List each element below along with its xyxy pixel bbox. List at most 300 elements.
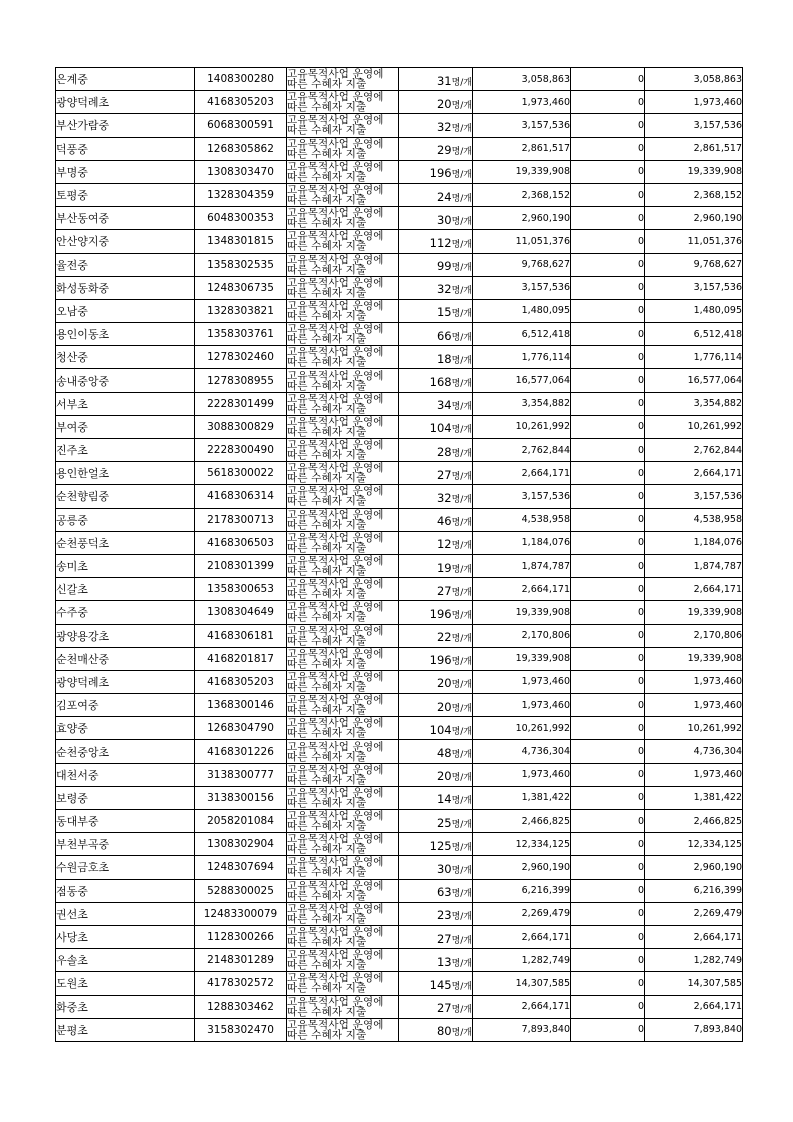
zero-amount-cell: 0: [571, 415, 645, 438]
quantity-value: 27: [436, 931, 452, 946]
total-amount-cell: 2,170,806: [645, 624, 743, 647]
zero-amount-cell: 0: [571, 160, 645, 183]
quantity-cell: [399, 531, 473, 554]
zero-amount-cell: 0: [571, 439, 645, 462]
amount-cell: 2,368,152: [473, 183, 571, 206]
total-amount-cell: 4,736,304: [645, 740, 743, 763]
quantity-unit: 명/개: [451, 286, 472, 297]
description-cell: [287, 323, 399, 346]
school-name-cell: 권선초: [56, 902, 195, 925]
description-line-1: 고유목적사업 운영에: [287, 995, 384, 1008]
quantity-cell: [399, 879, 473, 902]
table-row: [56, 1018, 743, 1041]
table-row: [56, 531, 743, 554]
description-cell: [287, 879, 399, 902]
total-amount-cell: 9,768,627: [645, 253, 743, 276]
zero-amount-cell: 0: [571, 114, 645, 137]
table-row: [56, 114, 743, 137]
school-name-cell: 동대부중: [56, 810, 195, 833]
amount-cell: 2,664,171: [473, 995, 571, 1018]
quantity-value: 24: [436, 189, 452, 204]
table-row: [56, 253, 743, 276]
quantity-value: 25: [436, 815, 452, 830]
description-cell: [287, 346, 399, 369]
quantity-unit: 명/개: [451, 726, 472, 737]
zero-amount-cell: 0: [571, 995, 645, 1018]
total-amount-cell: 3,058,863: [645, 68, 743, 91]
registration-number-cell: 6048300353: [195, 207, 287, 230]
school-name-cell: 부산가람중: [56, 114, 195, 137]
total-amount-cell: 1,776,114: [645, 346, 743, 369]
total-amount-cell: 11,051,376: [645, 230, 743, 253]
registration-number-cell: 1358302535: [195, 253, 287, 276]
registration-number-cell: 12483300079: [195, 902, 287, 925]
description-line-1: 고유목적사업 운영에: [287, 253, 384, 266]
description-line-1: 고유목적사업 운영에: [287, 462, 384, 475]
table-row: [56, 392, 743, 415]
school-name-cell: 우솔초: [56, 949, 195, 972]
description-line-2: 따른 수혜자 지출: [287, 449, 367, 462]
description-cell: [287, 694, 399, 717]
table-row: [56, 68, 743, 91]
description-line-1: 고유목적사업 운영에: [287, 810, 384, 823]
zero-amount-cell: 0: [571, 601, 645, 624]
school-name-cell: 순천중앙초: [56, 740, 195, 763]
quantity-value: 23: [436, 908, 452, 923]
quantity-value: 32: [436, 119, 452, 134]
description-line-2: 따른 수혜자 지출: [287, 425, 367, 438]
quantity-value: 112: [429, 235, 452, 250]
quantity-unit: 명/개: [451, 773, 472, 784]
registration-number-cell: 1308304649: [195, 601, 287, 624]
quantity-cell: [399, 369, 473, 392]
quantity-unit: 명/개: [451, 564, 472, 575]
description-cell: [287, 183, 399, 206]
table-row: [56, 554, 743, 577]
amount-cell: 1,973,460: [473, 670, 571, 693]
total-amount-cell: 1,973,460: [645, 694, 743, 717]
quantity-value: 63: [436, 885, 452, 900]
amount-cell: 1,973,460: [473, 91, 571, 114]
zero-amount-cell: 0: [571, 578, 645, 601]
amount-cell: 4,538,958: [473, 508, 571, 531]
zero-amount-cell: 0: [571, 392, 645, 415]
quantity-cell: [399, 230, 473, 253]
description-line-1: 고유목적사업 운영에: [287, 694, 384, 707]
quantity-unit: 명/개: [451, 239, 472, 250]
quantity-value: 34: [436, 398, 452, 413]
description-line-1: 고유목적사업 운영에: [287, 949, 384, 962]
table-row: [56, 323, 743, 346]
description-line-1: 고유목적사업 운영에: [287, 114, 384, 127]
description-cell: [287, 369, 399, 392]
total-amount-cell: 19,339,908: [645, 601, 743, 624]
registration-number-cell: 4168301226: [195, 740, 287, 763]
zero-amount-cell: 0: [571, 763, 645, 786]
total-amount-cell: 2,664,171: [645, 462, 743, 485]
quantity-cell: [399, 740, 473, 763]
quantity-cell: [399, 183, 473, 206]
description-line-2: 따른 수혜자 지출: [287, 124, 367, 137]
quantity-cell: [399, 276, 473, 299]
amount-cell: 1,973,460: [473, 694, 571, 717]
zero-amount-cell: 0: [571, 554, 645, 577]
amount-cell: 3,058,863: [473, 68, 571, 91]
zero-amount-cell: 0: [571, 369, 645, 392]
description-line-2: 따른 수혜자 지출: [287, 820, 367, 833]
amount-cell: 1,480,095: [473, 299, 571, 322]
table-row: [56, 902, 743, 925]
quantity-cell: [399, 578, 473, 601]
description-line-1: 고유목적사업 운영에: [287, 508, 384, 521]
quantity-cell: [399, 856, 473, 879]
zero-amount-cell: 0: [571, 531, 645, 554]
zero-amount-cell: 0: [571, 972, 645, 995]
quantity-unit: 명/개: [451, 750, 472, 761]
quantity-unit: 명/개: [451, 100, 472, 111]
school-name-cell: 용인한얼초: [56, 462, 195, 485]
description-line-1: 고유목적사업 운영에: [287, 137, 384, 150]
quantity-unit: 명/개: [451, 263, 472, 274]
registration-number-cell: 4168306314: [195, 485, 287, 508]
school-name-cell: 부산동여중: [56, 207, 195, 230]
quantity-cell: [399, 972, 473, 995]
description-cell: [287, 810, 399, 833]
description-line-2: 따른 수혜자 지출: [287, 611, 367, 624]
description-line-1: 고유목적사업 운영에: [287, 879, 384, 892]
description-line-1: 고유목적사업 운영에: [287, 207, 384, 220]
quantity-value: 14: [436, 792, 452, 807]
table-row: [56, 346, 743, 369]
table-row: [56, 670, 743, 693]
registration-number-cell: 1408300280: [195, 68, 287, 91]
description-cell: [287, 439, 399, 462]
amount-cell: 2,960,190: [473, 207, 571, 230]
description-cell: [287, 485, 399, 508]
description-line-2: 따른 수혜자 지출: [287, 936, 367, 949]
registration-number-cell: 1288303462: [195, 995, 287, 1018]
amount-cell: 6,216,399: [473, 879, 571, 902]
school-name-cell: 순천향림중: [56, 485, 195, 508]
amount-cell: 2,762,844: [473, 439, 571, 462]
quantity-unit: 명/개: [451, 819, 472, 830]
quantity-cell: [399, 439, 473, 462]
amount-cell: 2,170,806: [473, 624, 571, 647]
table-row: [56, 183, 743, 206]
description-cell: [287, 276, 399, 299]
table-row: [56, 462, 743, 485]
quantity-unit: 명/개: [451, 634, 472, 645]
description-line-1: 고유목적사업 운영에: [287, 926, 384, 939]
amount-cell: 1,184,076: [473, 531, 571, 554]
quantity-value: 27: [436, 467, 452, 482]
registration-number-cell: 2108301399: [195, 554, 287, 577]
description-line-2: 따른 수혜자 지출: [287, 379, 367, 392]
quantity-unit: 명/개: [451, 935, 472, 946]
description-line-2: 따른 수혜자 지출: [287, 889, 367, 902]
quantity-value: 22: [436, 630, 452, 645]
school-name-cell: 율전중: [56, 253, 195, 276]
description-cell: [287, 68, 399, 91]
description-line-2: 따른 수혜자 지출: [287, 959, 367, 972]
total-amount-cell: 6,512,418: [645, 323, 743, 346]
quantity-cell: [399, 462, 473, 485]
total-amount-cell: 1,874,787: [645, 554, 743, 577]
total-amount-cell: 10,261,992: [645, 415, 743, 438]
table-row: [56, 740, 743, 763]
registration-number-cell: 1328304359: [195, 183, 287, 206]
school-name-cell: 화중초: [56, 995, 195, 1018]
amount-cell: 11,051,376: [473, 230, 571, 253]
quantity-cell: [399, 346, 473, 369]
amount-cell: 2,960,190: [473, 856, 571, 879]
description-line-1: 고유목적사업 운영에: [287, 670, 384, 683]
description-line-2: 따른 수혜자 지출: [287, 680, 367, 693]
quantity-cell: [399, 68, 473, 91]
amount-cell: 3,157,536: [473, 276, 571, 299]
school-name-cell: 공릉중: [56, 508, 195, 531]
table-row: [56, 925, 743, 948]
quantity-value: 20: [436, 699, 452, 714]
amount-cell: 2,664,171: [473, 578, 571, 601]
quantity-cell: [399, 763, 473, 786]
total-amount-cell: 1,381,422: [645, 786, 743, 809]
quantity-unit: 명/개: [451, 981, 472, 992]
quantity-cell: [399, 1018, 473, 1041]
total-amount-cell: 1,973,460: [645, 670, 743, 693]
total-amount-cell: 3,157,536: [645, 485, 743, 508]
description-cell: [287, 531, 399, 554]
school-name-cell: 도원초: [56, 972, 195, 995]
registration-number-cell: 2058201084: [195, 810, 287, 833]
quantity-cell: [399, 902, 473, 925]
total-amount-cell: 7,893,840: [645, 1018, 743, 1041]
total-amount-cell: 19,339,908: [645, 647, 743, 670]
beneficiary-expense-table: [55, 67, 743, 1042]
description-cell: [287, 925, 399, 948]
quantity-value: 20: [436, 676, 452, 691]
description-line-1: 고유목적사업 운영에: [287, 346, 384, 359]
description-cell: [287, 91, 399, 114]
description-line-1: 고유목적사업 운영에: [287, 485, 384, 498]
quantity-cell: [399, 694, 473, 717]
zero-amount-cell: 0: [571, 207, 645, 230]
table-row: [56, 299, 743, 322]
table-row: [56, 647, 743, 670]
description-line-1: 고유목적사업 운영에: [287, 68, 384, 81]
amount-cell: 14,307,585: [473, 972, 571, 995]
amount-cell: 1,282,749: [473, 949, 571, 972]
table-row: [56, 810, 743, 833]
quantity-cell: [399, 323, 473, 346]
description-line-2: 따른 수혜자 지출: [287, 657, 367, 670]
zero-amount-cell: 0: [571, 879, 645, 902]
registration-number-cell: 4178302572: [195, 972, 287, 995]
description-cell: [287, 578, 399, 601]
school-name-cell: 점동중: [56, 879, 195, 902]
quantity-cell: [399, 601, 473, 624]
registration-number-cell: 1328303821: [195, 299, 287, 322]
zero-amount-cell: 0: [571, 902, 645, 925]
description-cell: [287, 601, 399, 624]
quantity-unit: 명/개: [451, 193, 472, 204]
description-cell: [287, 717, 399, 740]
zero-amount-cell: 0: [571, 253, 645, 276]
description-line-2: 따른 수혜자 지출: [287, 286, 367, 299]
quantity-unit: 명/개: [451, 77, 472, 88]
description-line-1: 고유목적사업 운영에: [287, 786, 384, 799]
description-line-2: 따른 수혜자 지출: [287, 588, 367, 601]
school-name-cell: 오남중: [56, 299, 195, 322]
school-name-cell: 은계중: [56, 68, 195, 91]
registration-number-cell: 1278302460: [195, 346, 287, 369]
quantity-value: 18: [436, 351, 452, 366]
school-name-cell: 용인이동초: [56, 323, 195, 346]
school-name-cell: 대천서중: [56, 763, 195, 786]
quantity-cell: [399, 647, 473, 670]
quantity-unit: 명/개: [451, 123, 472, 134]
school-name-cell: 광양덕례초: [56, 670, 195, 693]
zero-amount-cell: 0: [571, 346, 645, 369]
table-row: [56, 995, 743, 1018]
registration-number-cell: 1128300266: [195, 925, 287, 948]
table-row: [56, 601, 743, 624]
description-cell: [287, 114, 399, 137]
total-amount-cell: 12,334,125: [645, 833, 743, 856]
description-cell: [287, 833, 399, 856]
description-line-1: 고유목적사업 운영에: [287, 555, 384, 568]
quantity-cell: [399, 253, 473, 276]
quantity-unit: 명/개: [451, 796, 472, 807]
registration-number-cell: 4168201817: [195, 647, 287, 670]
quantity-cell: [399, 137, 473, 160]
table-body: [56, 68, 743, 1042]
description-line-2: 따른 수혜자 지출: [287, 194, 367, 207]
description-line-2: 따른 수혜자 지출: [287, 217, 367, 230]
description-line-1: 고유목적사업 운영에: [287, 833, 384, 846]
quantity-unit: 명/개: [451, 958, 472, 969]
description-line-1: 고유목적사업 운영에: [287, 439, 384, 452]
description-line-1: 고유목적사업 운영에: [287, 740, 384, 753]
registration-number-cell: 5618300022: [195, 462, 287, 485]
quantity-value: 125: [429, 838, 452, 853]
zero-amount-cell: 0: [571, 786, 645, 809]
description-line-2: 따른 수혜자 지출: [287, 750, 367, 763]
amount-cell: 2,664,171: [473, 925, 571, 948]
registration-number-cell: 3138300777: [195, 763, 287, 786]
description-line-1: 고유목적사업 운영에: [287, 230, 384, 243]
total-amount-cell: 19,339,908: [645, 160, 743, 183]
quantity-unit: 명/개: [451, 309, 472, 320]
table-row: [56, 276, 743, 299]
amount-cell: 1,874,787: [473, 554, 571, 577]
zero-amount-cell: 0: [571, 925, 645, 948]
total-amount-cell: 2,960,190: [645, 207, 743, 230]
table-row: [56, 207, 743, 230]
quantity-unit: 명/개: [451, 541, 472, 552]
quantity-cell: [399, 833, 473, 856]
description-line-2: 따른 수혜자 지출: [287, 843, 367, 856]
description-line-2: 따른 수혜자 지출: [287, 495, 367, 508]
zero-amount-cell: 0: [571, 949, 645, 972]
quantity-value: 145: [429, 977, 452, 992]
description-line-1: 고유목적사업 운영에: [287, 1018, 384, 1031]
quantity-value: 13: [436, 954, 452, 969]
zero-amount-cell: 0: [571, 717, 645, 740]
description-cell: [287, 763, 399, 786]
quantity-value: 196: [429, 166, 452, 181]
total-amount-cell: 1,480,095: [645, 299, 743, 322]
school-name-cell: 효양중: [56, 717, 195, 740]
quantity-value: 80: [436, 1024, 452, 1039]
description-line-2: 따른 수혜자 지출: [287, 704, 367, 717]
quantity-cell: [399, 717, 473, 740]
quantity-cell: [399, 91, 473, 114]
description-cell: [287, 856, 399, 879]
school-name-cell: 분평초: [56, 1018, 195, 1041]
quantity-value: 27: [436, 1001, 452, 1016]
registration-number-cell: 1248306735: [195, 276, 287, 299]
description-cell: [287, 740, 399, 763]
zero-amount-cell: 0: [571, 1018, 645, 1041]
zero-amount-cell: 0: [571, 323, 645, 346]
school-name-cell: 덕풍중: [56, 137, 195, 160]
description-line-2: 따른 수혜자 지출: [287, 866, 367, 879]
quantity-value: 29: [436, 143, 452, 158]
description-line-2: 따른 수혜자 지출: [287, 240, 367, 253]
table-row: [56, 624, 743, 647]
total-amount-cell: 1,973,460: [645, 763, 743, 786]
registration-number-cell: 1358303761: [195, 323, 287, 346]
school-name-cell: 사당초: [56, 925, 195, 948]
school-name-cell: 청산중: [56, 346, 195, 369]
quantity-value: 28: [436, 444, 452, 459]
total-amount-cell: 10,261,992: [645, 717, 743, 740]
zero-amount-cell: 0: [571, 137, 645, 160]
quantity-cell: [399, 554, 473, 577]
description-cell: [287, 670, 399, 693]
registration-number-cell: 1248307694: [195, 856, 287, 879]
registration-number-cell: 2228300490: [195, 439, 287, 462]
table-row: [56, 369, 743, 392]
description-cell: [287, 949, 399, 972]
total-amount-cell: 3,157,536: [645, 114, 743, 137]
description-line-1: 고유목적사업 운영에: [287, 160, 384, 173]
total-amount-cell: 3,157,536: [645, 276, 743, 299]
amount-cell: 2,269,479: [473, 902, 571, 925]
registration-number-cell: 4168305203: [195, 91, 287, 114]
quantity-value: 196: [429, 606, 452, 621]
amount-cell: 7,893,840: [473, 1018, 571, 1041]
school-name-cell: 광양덕례초: [56, 91, 195, 114]
zero-amount-cell: 0: [571, 833, 645, 856]
total-amount-cell: 2,269,479: [645, 902, 743, 925]
description-cell: [287, 647, 399, 670]
zero-amount-cell: 0: [571, 485, 645, 508]
zero-amount-cell: 0: [571, 624, 645, 647]
quantity-value: 30: [436, 861, 452, 876]
quantity-cell: [399, 810, 473, 833]
amount-cell: 1,973,460: [473, 763, 571, 786]
zero-amount-cell: 0: [571, 276, 645, 299]
school-name-cell: 화성동화중: [56, 276, 195, 299]
description-line-2: 따른 수혜자 지출: [287, 309, 367, 322]
description-line-2: 따른 수혜자 지출: [287, 356, 367, 369]
description-cell: [287, 392, 399, 415]
school-name-cell: 부천부곡중: [56, 833, 195, 856]
quantity-value: 99: [436, 259, 452, 274]
table-row: [56, 578, 743, 601]
